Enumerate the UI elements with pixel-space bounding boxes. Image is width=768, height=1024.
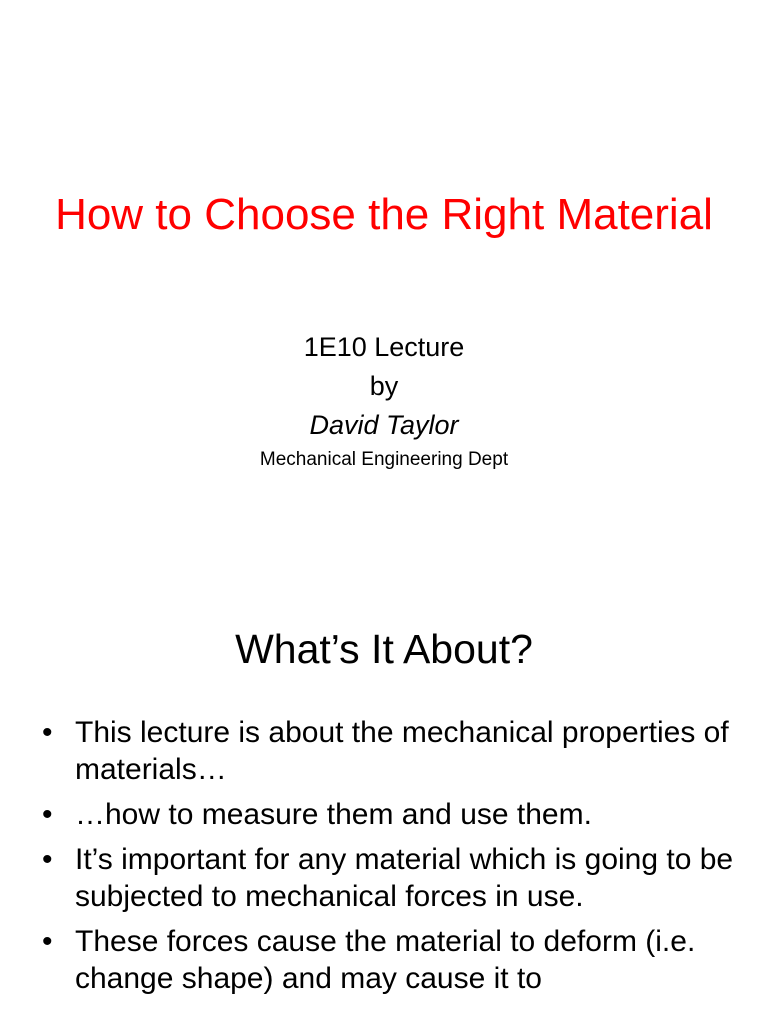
content-slide (0, 576, 768, 1024)
bullet-text: It’s important for any material which is going to be subjected to mechanical forces in use. (75, 843, 734, 913)
author-name: David Taylor (309, 410, 459, 440)
bullet-text: This lecture is about the mechanical properties of materials… (75, 716, 729, 786)
lecture-code: 1E10 Lecture (303, 332, 465, 362)
list-item (42, 923, 742, 997)
bullet-text: …how to measure them and use them. (75, 798, 592, 831)
list-item (42, 841, 742, 915)
bullet-icon: • (42, 925, 53, 958)
bullet-text: These forces cause the material to deform (i.e. change shape) and may cause it to (75, 925, 696, 995)
bullet-icon: • (42, 716, 53, 749)
slide-title: How to Choose the Right Material (55, 190, 713, 239)
bullet-icon: • (42, 843, 53, 876)
bullet-icon: • (42, 798, 53, 831)
bullet-list (42, 714, 742, 1005)
subtitle-block (0, 328, 768, 473)
list-item (42, 714, 742, 788)
by-label: by (369, 371, 399, 401)
department-name: Mechanical Engineering Dept (259, 449, 509, 470)
list-item (42, 796, 742, 833)
slide-heading: What’s It About? (235, 626, 533, 672)
